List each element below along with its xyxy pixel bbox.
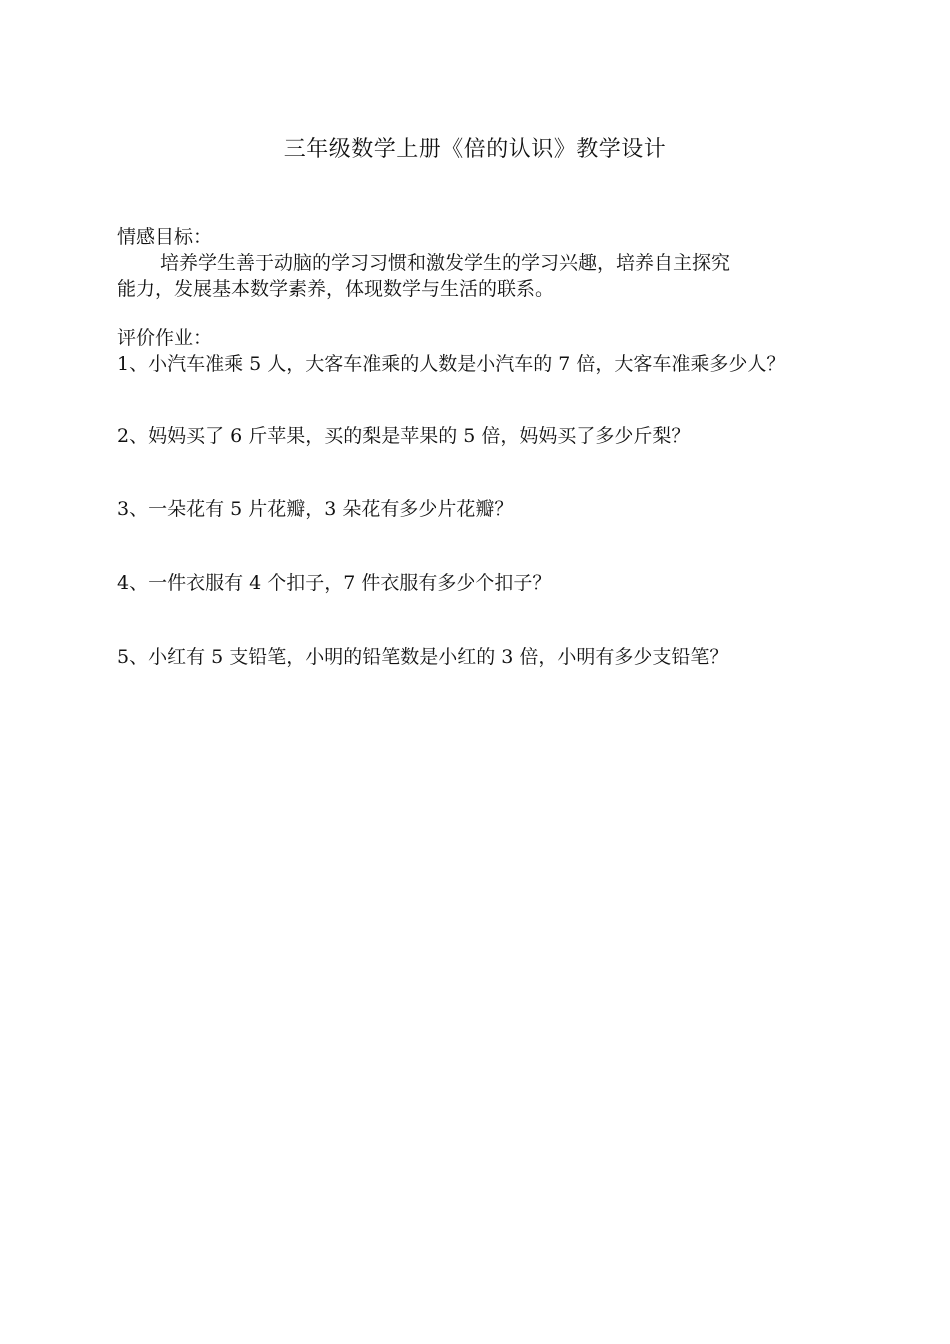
homework-question-1: 1、小汽车准乘 5 人，大客车准乘的人数是小汽车的 7 倍，大客车准乘多少人？ bbox=[117, 353, 786, 375]
homework-question-3: 3、一朵花有 5 片花瓣，3 朵花有多少片花瓣？ bbox=[117, 498, 514, 520]
emotion-goal-line-2: 能力，发展基本数学素养，体现数学与生活的联系。 bbox=[117, 278, 555, 300]
homework-heading: 评价作业： bbox=[117, 327, 213, 349]
homework-question-5: 5、小红有 5 支铅笔，小明的铅笔数是小红的 3 倍，小明有多少支铅笔？ bbox=[117, 646, 729, 668]
emotion-goal-heading: 情感目标： bbox=[117, 226, 213, 248]
homework-question-4: 4、一件衣服有 4 个扣子，7 件衣服有多少个扣子？ bbox=[117, 572, 552, 594]
document-title: 三年级数学上册《倍的认识》教学设计 bbox=[283, 137, 667, 162]
homework-question-2: 2、妈妈买了 6 斤苹果，买的梨是苹果的 5 倍，妈妈买了多少斤梨？ bbox=[117, 425, 691, 447]
emotion-goal-line-1: 培养学生善于动脑的学习习惯和激发学生的学习兴趣，培养自主探究 bbox=[160, 252, 731, 274]
